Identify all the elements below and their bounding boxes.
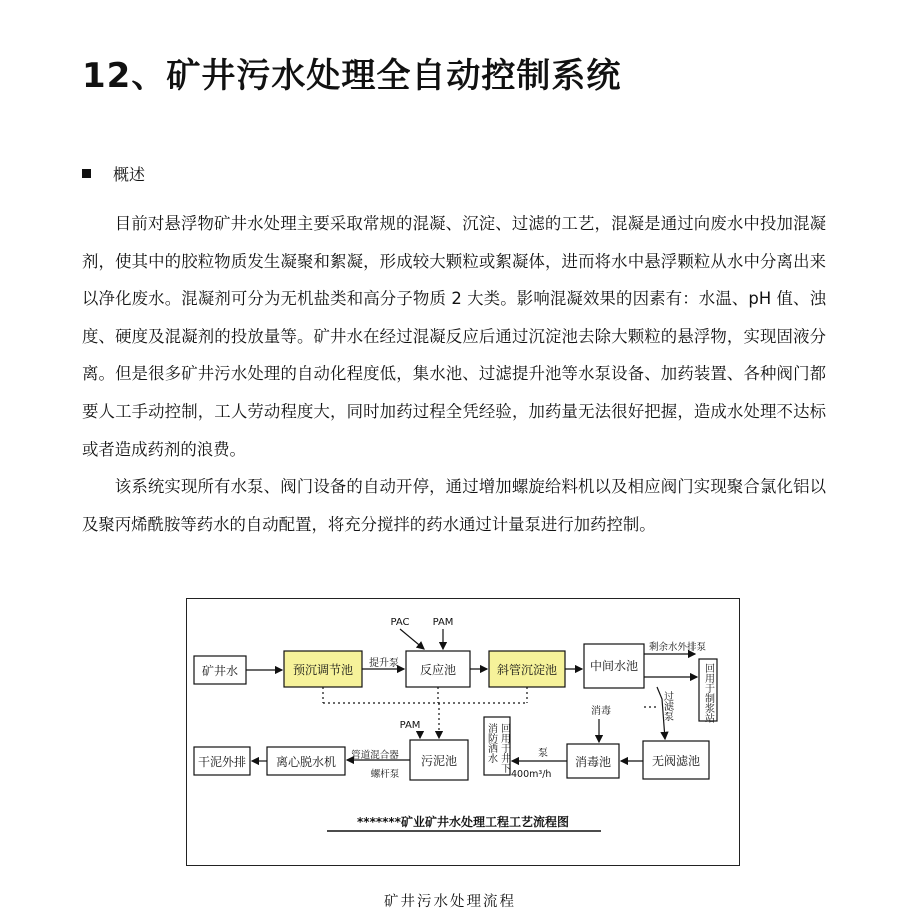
label-underground: 回用于井下 — [498, 723, 510, 773]
label-fire: 消防洒水 — [485, 723, 497, 763]
page-title: 12、矿井污水处理全自动控制系统 — [82, 56, 622, 96]
section-heading-text: 概述 — [113, 165, 146, 184]
node-centrifuge: 离心脱水机 — [275, 755, 337, 769]
square-bullet-icon — [82, 169, 91, 178]
label-screw-pump: 螺杆泵 — [370, 769, 400, 780]
label-slurry: 回用于制浆站 — [702, 663, 714, 723]
paragraph: 该系统实现所有水泵、阀门设备的自动开停，通过增加螺旋给料机以及相应阀门实现聚合氯化铝以及聚丙烯酰胺等药水的自动配置，将充分搅拌的药水通过计量泵进行加药控制。 — [82, 477, 826, 534]
label-pam-top: PAM — [432, 617, 454, 628]
node-middle: 中间水池 — [589, 659, 639, 673]
label-disinfect: 消毒 — [591, 706, 611, 717]
node-incline-settle: 斜管沉淀池 — [496, 663, 558, 677]
label-pipe-mixer: 管道混合器 — [351, 750, 399, 761]
figure-caption: 矿井污水处理流程 — [384, 894, 516, 910]
label-filter-pump: 过滤泵 — [661, 691, 673, 721]
label-lift-pump: 提升泵 — [369, 658, 399, 669]
label-pump: 泵 — [538, 748, 548, 759]
node-dry-mud: 干泥外排 — [197, 755, 247, 769]
node-mine-water: 矿井水 — [201, 664, 239, 678]
node-disinfect-pool: 消毒池 — [574, 755, 612, 769]
node-reaction: 反应池 — [419, 663, 457, 677]
body-text — [82, 205, 826, 543]
node-sludge: 污泥池 — [420, 754, 458, 768]
paragraph: 目前对悬浮物矿井水处理主要采取常规的混凝、沉淀、过滤的工艺，混凝是通过向废水中投加混凝剂，使其中的胶粒物质发生凝聚和絮凝，形成较大颗粒或絮凝体，进而将水中悬浮颗粒从水中分离出来以净化废水。混凝剂可分为无机盐类和高分子物质 2 大类。影响混凝效果的因素有：水温、pH 值、浊度、硬度及混凝剂的投放量等。矿井水在经过混凝反应后通过沉淀池去除大颗粒的悬浮物，实现固液分离。但是很多矿井污水处理的自动化程度低，集水池、过滤提升池等水泵设备、加药装置、各种阀门都要人工手动控制，工人劳动程度大，同时加药过程全凭经验，加药量无法很好把握，造成水处理不达标或者造成药剂的浪费。 — [82, 214, 826, 459]
node-valveless: 无阀滤池 — [651, 754, 701, 768]
label-pac: PAC — [390, 617, 410, 628]
label-flow: 400m³/h — [511, 769, 552, 780]
section-heading — [82, 162, 145, 185]
process-flow-diagram — [186, 598, 740, 866]
diagram-title: *******矿业矿井水处理工程工艺流程图 — [357, 815, 569, 829]
label-pam-mid: PAM — [399, 720, 421, 731]
label-surplus-pump: 剩余水外排泵 — [649, 642, 707, 653]
node-pre-settle: 预沉调节池 — [292, 663, 354, 677]
